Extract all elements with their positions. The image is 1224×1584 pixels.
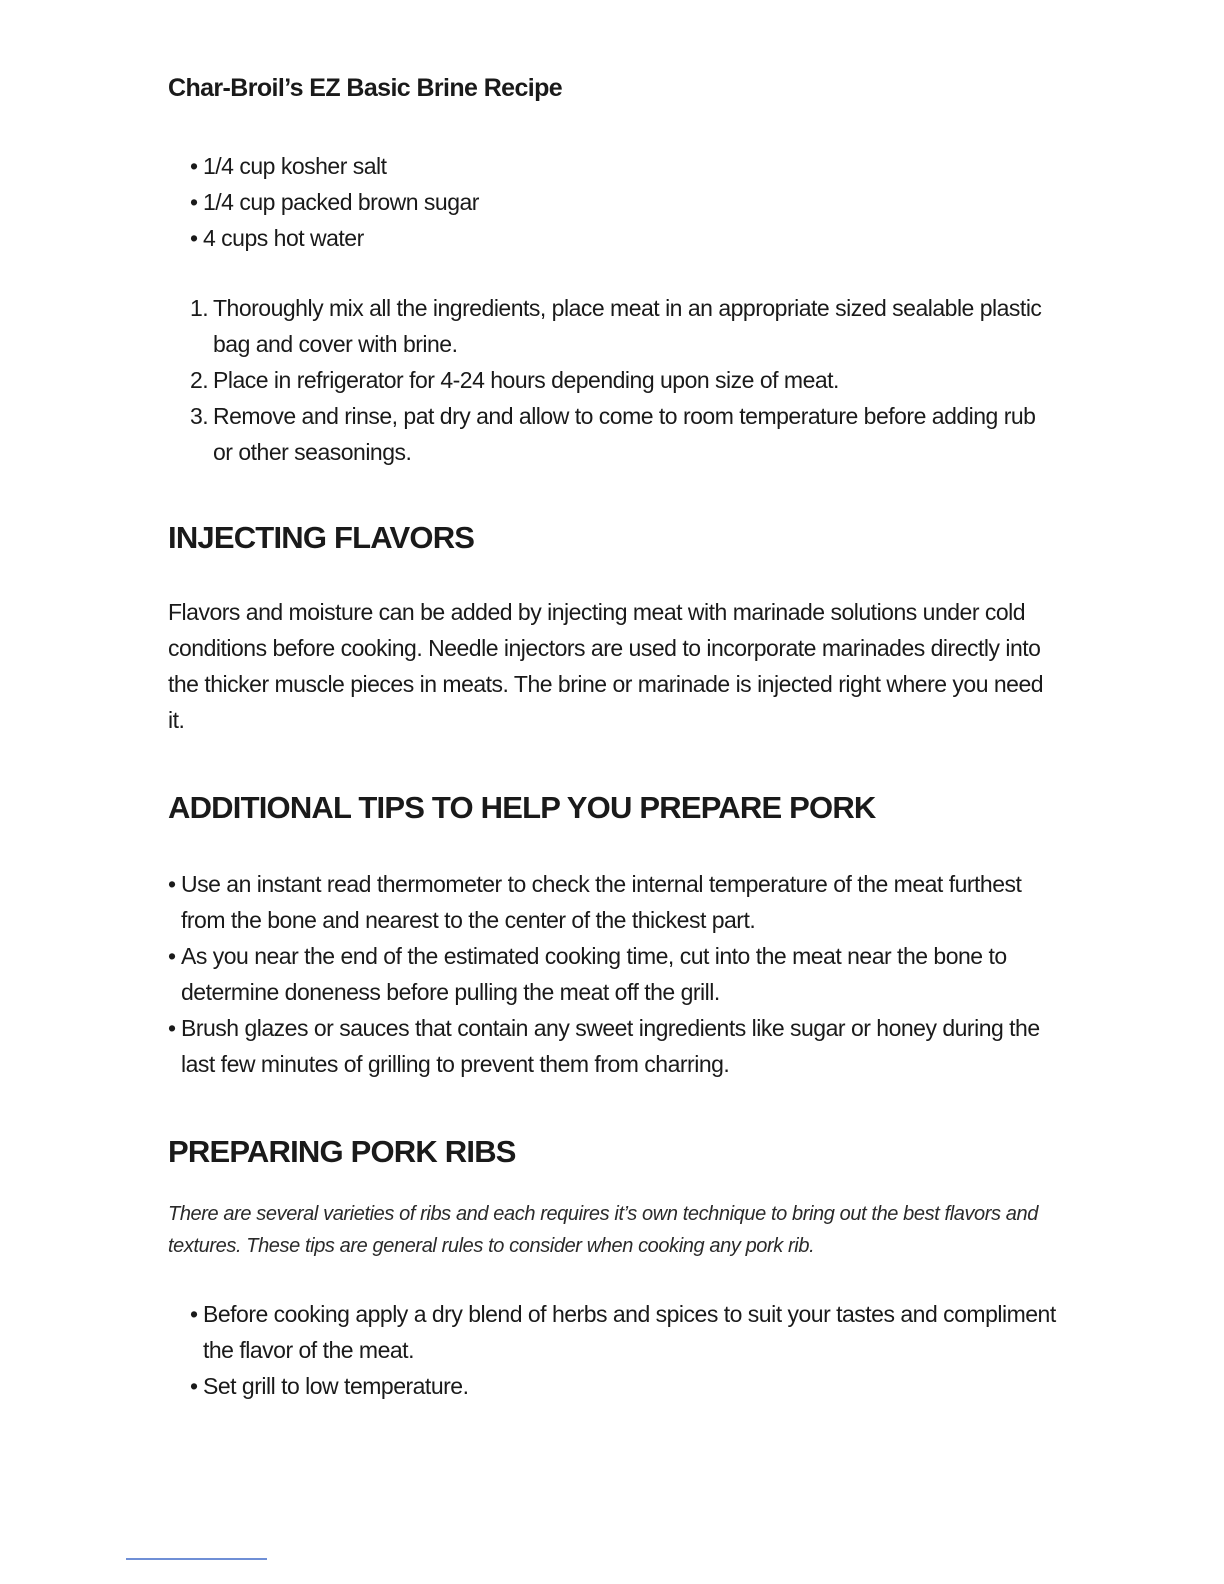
injecting-heading: INJECTING FLAVORS [168, 520, 475, 555]
bullet-marker: • [168, 1015, 176, 1041]
list-item: • As you near the end of the estimated cooking time, cut into the meat near the bone to determine doneness before pulling the meat off the grill. [168, 938, 1058, 1010]
bullet-marker: • [190, 189, 198, 215]
tips-list [168, 866, 1058, 1082]
list-item: • 4 cups hot water [190, 220, 1058, 256]
bullet-marker: • [168, 871, 176, 897]
step-list [190, 290, 1058, 470]
list-item: • Before cooking apply a dry blend of herbs and spices to suit your tastes and compliment the flavor of the meat. [190, 1296, 1058, 1368]
ribs-intro: There are several varieties of ribs and each requires it’s own technique to bring out the best flavors and textures. These tips are general rules to consider when cooking any pork rib. [168, 1203, 1038, 1257]
step-number: 2. [190, 367, 209, 393]
step-number: 3. [190, 403, 209, 429]
document-page [168, 68, 1058, 1404]
bullet-marker: • [190, 153, 198, 179]
list-item: 1. Thoroughly mix all the ingredients, place meat in an appropriate sized sealable plastic bag and cover with brine. [190, 290, 1058, 362]
bullet-marker: • [190, 1301, 198, 1327]
list-item: 3. Remove and rinse, pat dry and allow to come to room temperature before adding rub or other seasonings. [190, 398, 1058, 470]
list-item: • Brush glazes or sauces that contain any sweet ingredients like sugar or honey during the last few minutes of grilling to prevent them from charring. [168, 1010, 1058, 1082]
bullet-marker: • [168, 943, 176, 969]
tips-heading: ADDITIONAL TIPS TO HELP YOU PREPARE PORK [168, 790, 876, 825]
list-item: 2. Place in refrigerator for 4-24 hours depending upon size of meat. [190, 362, 1058, 398]
ribs-heading: PREPARING PORK RIBS [168, 1134, 516, 1169]
list-item: • Use an instant read thermometer to check the internal temperature of the meat furthest from the bone and nearest to the center of the thickest part. [168, 866, 1058, 938]
list-item: • Set grill to low temperature. [190, 1368, 1058, 1404]
list-item: • 1/4 cup packed brown sugar [190, 184, 1058, 220]
footer-divider [126, 1558, 267, 1560]
step-number: 1. [190, 295, 209, 321]
bullet-marker: • [190, 225, 198, 251]
bullet-marker: • [190, 1373, 198, 1399]
ingredient-list [190, 148, 1058, 256]
injecting-paragraph: Flavors and moisture can be added by injecting meat with marinade solutions under cold conditions before cooking. Needle injectors are used to incorporate marinades directly into the thicker muscle pieces in meats. The brine or marinade is injected right where you need it. [168, 599, 1044, 733]
ribs-list [190, 1296, 1058, 1404]
recipe-title: Char-Broil’s EZ Basic Brine Recipe [168, 74, 563, 102]
list-item: • 1/4 cup kosher salt [190, 148, 1058, 184]
